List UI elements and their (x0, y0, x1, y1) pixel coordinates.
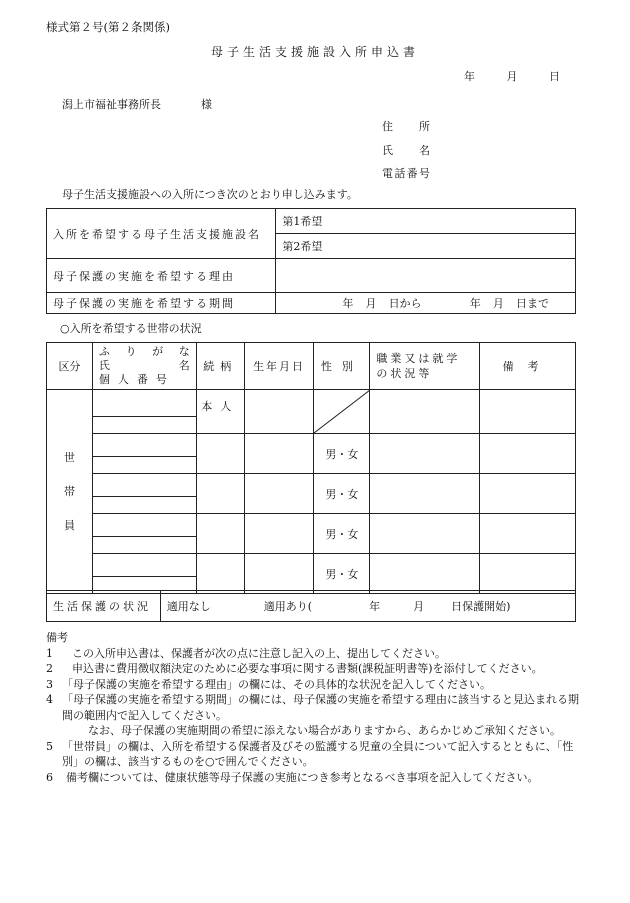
period-year-2: 年 (469, 297, 481, 310)
member-name-cell[interactable] (92, 554, 196, 594)
period-day-2: 日まで (516, 297, 549, 310)
note-number: 4 (46, 693, 53, 706)
member-personal-no-field[interactable] (93, 537, 196, 553)
period-day-1: 日から (388, 297, 422, 310)
welfare-start: 日保護開始) (451, 600, 511, 613)
note-item (46, 770, 586, 786)
member-sex-option[interactable]: 男・女 (314, 474, 370, 514)
period-label: 母子保護の実施を希望する期間 (47, 293, 276, 314)
date-month-label: 月 (506, 70, 518, 83)
member-birthdate-field[interactable] (244, 474, 314, 514)
household-heading: ○入所を希望する世帯の状況 (60, 322, 202, 335)
welfare-label: 生活保護の状況 (47, 591, 161, 622)
member-occupation-field[interactable] (370, 474, 480, 514)
notes-heading: 備考 (46, 631, 68, 644)
header-relationship: 続柄 (196, 343, 244, 390)
period-year-1: 年 (342, 297, 354, 310)
welfare-month: 月 (413, 600, 425, 613)
reason-label: 母子保護の実施を希望する理由 (47, 259, 276, 293)
intro-text: 母子生活支援施設への入所につき次のとおり申し込みます。 (62, 188, 358, 201)
header-category: 区分 (47, 343, 93, 390)
furigana-char: り (125, 345, 137, 358)
note-number: 1 (46, 646, 53, 660)
member-remarks-field[interactable] (480, 514, 576, 554)
welfare-none[interactable]: 適用なし (166, 600, 211, 613)
note-item (46, 677, 586, 693)
name-char: 名 (178, 359, 190, 372)
member-personal-no-field[interactable] (93, 457, 196, 473)
period-month-1: 月 (365, 297, 377, 310)
member-occupation-field[interactable] (370, 554, 480, 594)
furigana-char: な (178, 345, 190, 358)
note-text: 申込書に費用徴収額決定のために必要な事項に関する書類(課税証明書等)を添付してください。 (72, 662, 543, 675)
addressee (62, 96, 212, 112)
welfare-field[interactable] (160, 591, 575, 622)
application-date[interactable] (464, 68, 560, 84)
member-char: 員 (63, 518, 75, 532)
applicant-name-label: 氏名 (382, 144, 430, 157)
applicant-address-label: 住所 (382, 120, 430, 133)
date-day-label: 日 (549, 70, 560, 83)
note-item (46, 739, 586, 770)
self-relationship: 本人 (196, 390, 244, 434)
member-remarks-field[interactable] (480, 474, 576, 514)
header-name (92, 343, 196, 390)
facility-choice-1[interactable]: 第1希望 (276, 209, 576, 234)
addressee-office: 潟上市福祉事務所長 (62, 98, 161, 111)
member-name-cell[interactable] (92, 474, 196, 514)
member-sex-option[interactable]: 男・女 (314, 514, 370, 554)
note-item (46, 692, 586, 723)
note-text: なお、母子保護の実施期間の希望に添えない場合がありますから、あらかじめご承知ください。 (88, 724, 561, 737)
welfare-table (46, 590, 576, 622)
note-number: 6 (46, 770, 53, 784)
note-text: 備考欄については、健康状態等母子保護の実施につき参考となるべき事項を記入してください。 (66, 770, 539, 784)
note-number: 2 (46, 662, 53, 675)
member-sex-option[interactable]: 男・女 (314, 554, 370, 594)
member-relationship-field[interactable] (196, 434, 244, 474)
date-year-label: 年 (464, 70, 475, 83)
self-personal-no-field[interactable] (93, 417, 196, 433)
note-item (46, 661, 586, 677)
self-birthdate-field[interactable] (244, 390, 314, 434)
note-text: この入所申込書は、保護者が次の点に注意し記入の上、提出してください。 (72, 646, 446, 660)
header-sex: 性別 (314, 343, 370, 390)
applicant-phone-label: 電話番号 (382, 167, 430, 180)
period-field[interactable] (276, 293, 576, 314)
member-relationship-field[interactable] (196, 474, 244, 514)
furigana-char: ふ (98, 345, 110, 358)
self-remarks-field[interactable] (480, 390, 576, 434)
note-item (46, 723, 586, 739)
member-relationship-field[interactable] (196, 554, 244, 594)
member-personal-no-field[interactable] (93, 497, 196, 513)
self-occupation-field[interactable] (370, 390, 480, 434)
member-name-field[interactable] (93, 474, 196, 497)
member-birthdate-field[interactable] (244, 554, 314, 594)
member-sex-option[interactable]: 男・女 (314, 434, 370, 474)
member-remarks-field[interactable] (480, 554, 576, 594)
reason-field[interactable] (276, 259, 576, 293)
header-occupation: 職業又は就学の状況等 (370, 343, 480, 390)
notes-section (46, 630, 586, 785)
self-name-field[interactable] (93, 390, 196, 417)
household-table (46, 342, 576, 594)
member-name-cell[interactable] (92, 514, 196, 554)
self-sex-na (314, 390, 370, 434)
facility-table (46, 208, 576, 314)
member-birthdate-field[interactable] (244, 434, 314, 474)
member-name-field[interactable] (93, 514, 196, 537)
member-char: 帯 (63, 484, 75, 498)
welfare-year: 年 (369, 600, 381, 613)
member-name-cell[interactable] (92, 434, 196, 474)
member-occupation-field[interactable] (370, 514, 480, 554)
member-remarks-field[interactable] (480, 434, 576, 474)
header-personal-no: 個人番号 (98, 373, 175, 386)
self-name-cell[interactable] (92, 390, 196, 434)
note-number: 3 (46, 677, 53, 691)
member-char: 世 (63, 450, 75, 464)
form-id: 様式第２号(第２条関係) (46, 20, 170, 34)
member-name-field[interactable] (93, 434, 196, 457)
furigana-char: が (152, 345, 164, 358)
header-remarks: 備考 (480, 343, 576, 390)
note-number: 5 (46, 739, 53, 753)
note-text: 「母子保護の実施を希望する理由」の欄には、その具体的な状況を記入してください。 (62, 677, 491, 691)
welfare-applied[interactable]: 適用あり( (263, 600, 313, 613)
member-relationship-field[interactable] (196, 514, 244, 554)
note-text: 「母子保護の実施を希望する期間」の欄には、母子保護の実施を希望する理由に該当すると見込まれる期間の範囲内で記入してください。 (62, 693, 579, 722)
member-name-field[interactable] (93, 554, 196, 577)
note-item (46, 646, 586, 662)
facility-choice-2[interactable]: 第2希望 (276, 234, 576, 259)
member-birthdate-field[interactable] (244, 514, 314, 554)
household-member-label (47, 390, 93, 594)
page-title: 母子生活支援施設入所申込書 (210, 45, 419, 59)
member-occupation-field[interactable] (370, 434, 480, 474)
period-month-2: 月 (492, 297, 504, 310)
facility-name-label: 入所を希望する母子生活支援施設名 (47, 209, 276, 259)
header-birthdate: 生年月日 (244, 343, 314, 390)
addressee-honorific: 様 (201, 98, 212, 111)
diagonal-line (314, 390, 370, 433)
name-char: 氏 (98, 359, 110, 372)
note-text: 「世帯員」の欄は、入所を希望する保護者及びその監護する児童の全員について記入するとともに、「性別」の欄は、該当するものを○で囲んでください。 (62, 739, 574, 768)
